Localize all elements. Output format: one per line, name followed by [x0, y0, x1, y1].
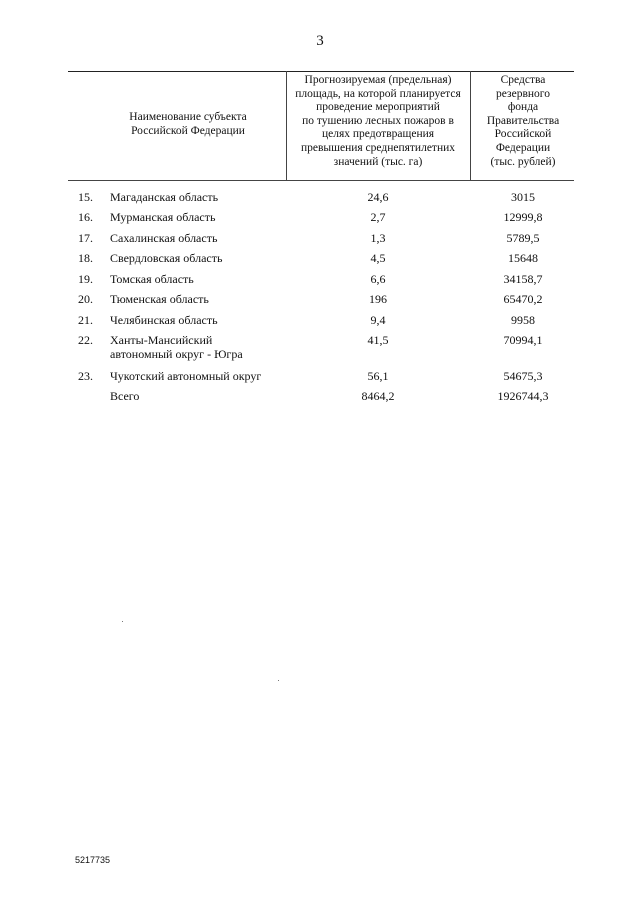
- header-subject-name: [108, 110, 268, 138]
- row-number: 16.: [78, 210, 93, 224]
- row-area: 41,5: [367, 333, 389, 347]
- row-number: 17.: [78, 231, 93, 245]
- scan-speck: [122, 621, 123, 622]
- row-area: 196: [369, 292, 387, 306]
- row-subject-line: Ханты-Мансийский: [110, 333, 213, 347]
- row-area: 4,5: [370, 251, 386, 265]
- row-subject: Всего: [110, 389, 140, 403]
- row-area: 24,6: [367, 190, 389, 204]
- header-line: значений (тыс. га): [333, 155, 423, 168]
- row-area: 56,1: [367, 369, 389, 383]
- row-fund: 34158,7: [503, 272, 543, 286]
- row-area: 8464,2: [361, 389, 395, 403]
- row-number: 23.: [78, 369, 93, 383]
- row-subject: Чукотский автономный округ: [110, 369, 262, 383]
- header-line: Российской: [494, 128, 552, 141]
- row-subject: Челябинская область: [110, 313, 218, 327]
- header-line: Наименование субъекта: [129, 111, 247, 123]
- table-top-rule: [68, 71, 574, 72]
- header-line: проведение мероприятий: [316, 101, 440, 114]
- row-subject: [110, 333, 290, 361]
- header-line: целях предотвращения: [321, 128, 435, 141]
- scan-speck: [278, 680, 279, 681]
- row-fund: 5789,5: [506, 231, 540, 245]
- row-number: 18.: [78, 251, 93, 265]
- row-area: 2,7: [370, 210, 386, 224]
- row-fund: 9958: [511, 313, 535, 327]
- row-fund: 54675,3: [503, 369, 543, 383]
- row-number: 20.: [78, 292, 93, 306]
- row-subject: Магаданская область: [110, 190, 219, 204]
- row-fund: 12999,8: [503, 210, 543, 224]
- row-fund: 65470,2: [503, 292, 543, 306]
- page-number: 3: [316, 33, 324, 49]
- header-line: площадь, на которой планируется: [295, 87, 461, 100]
- header-line: Правительства: [486, 114, 560, 127]
- header-line: Российской Федерации: [131, 125, 245, 137]
- header-line: по тушению лесных пожаров в: [302, 114, 454, 127]
- header-line: Средства: [500, 74, 546, 86]
- row-subject: Свердловская область: [110, 251, 223, 265]
- row-area: 1,3: [370, 231, 386, 245]
- document-code: 5217735: [75, 855, 111, 865]
- row-number: 21.: [78, 313, 93, 327]
- header-reserve-fund: [471, 74, 575, 169]
- row-subject: Тюменская область: [110, 292, 209, 306]
- header-forecast-area: [287, 74, 469, 169]
- row-number: 19.: [78, 272, 93, 286]
- header-line: превышения среднепятилетних: [300, 141, 456, 154]
- header-line: Федерации: [495, 141, 551, 154]
- row-subject: Сахалинская область: [110, 231, 218, 245]
- row-fund: 70994,1: [503, 333, 543, 347]
- header-line: Прогнозируемая (предельная): [304, 74, 452, 86]
- row-fund: 15648: [508, 251, 538, 265]
- row-subject: Мурманская область: [110, 210, 216, 224]
- row-fund: 3015: [511, 190, 535, 204]
- header-line: фонда: [507, 101, 539, 114]
- row-subject: Томская область: [110, 272, 194, 286]
- row-area: 6,6: [370, 272, 386, 286]
- row-fund: 1926744,3: [497, 389, 549, 403]
- row-number: 22.: [78, 333, 93, 347]
- row-area: 9,4: [370, 313, 386, 327]
- row-subject-line: автономный округ - Югра: [110, 347, 243, 361]
- table-header-rule: [68, 180, 574, 181]
- header-line: резервного: [496, 87, 550, 100]
- row-number: 15.: [78, 190, 93, 204]
- header-line: (тыс. рублей): [490, 155, 556, 168]
